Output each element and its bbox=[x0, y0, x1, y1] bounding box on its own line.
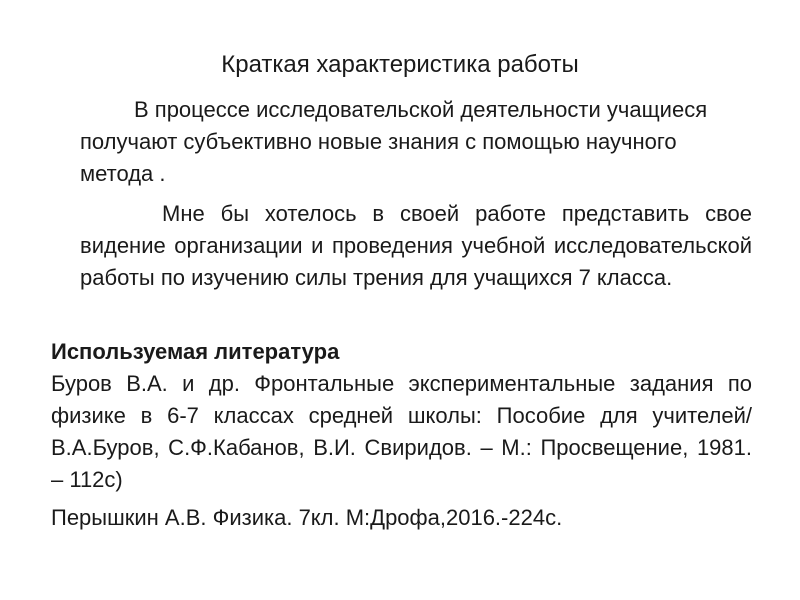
reference-item: Буров В.А. и др. Фронтальные экспериментальные задания по физике в 6-7 классах средней школы: Пособие для учителей/ В.А.Буров, С.Ф.Кабанов, В.И. Свиридов. – М.: Просвещение, 1981. – 112с) bbox=[51, 371, 752, 492]
intro-paragraph: В процессе исследовательской деятельности учащиеся получают субъективно новые знания с помощью научного метода . bbox=[80, 97, 708, 186]
reference-item: Перышкин А.В. Физика. 7кл. М:Дрофа,2016.-224с. bbox=[51, 505, 563, 530]
slide-title: Краткая характеристика работы bbox=[221, 51, 579, 78]
literature-heading: Используемая литература bbox=[51, 339, 340, 364]
goal-paragraph: Мне бы хотелось в своей работе представить свое видение организации и проведения учебной исследовательской работы по изучению силы трения для учащихся 7 класса. bbox=[80, 201, 752, 290]
